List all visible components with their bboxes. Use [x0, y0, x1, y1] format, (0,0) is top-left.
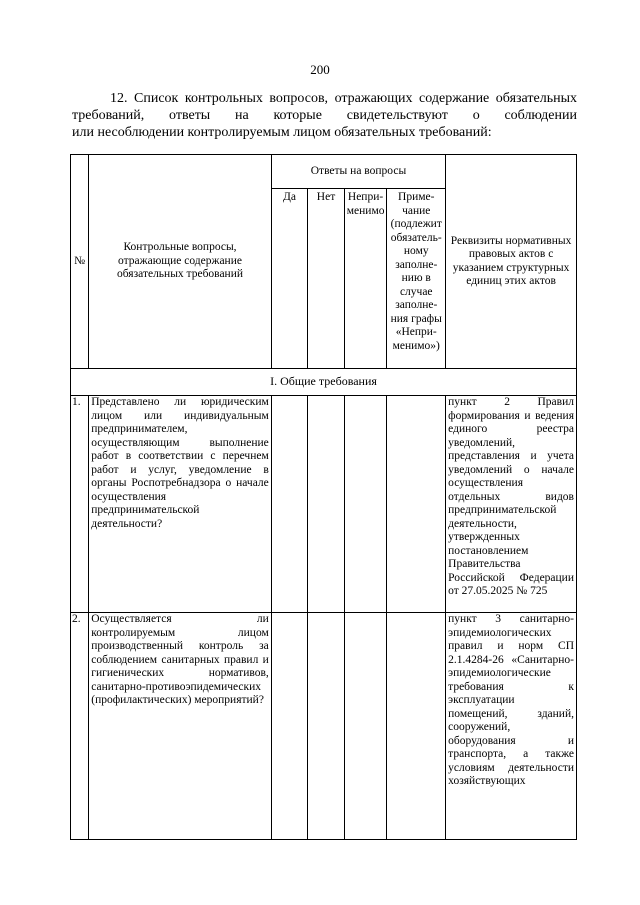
- header-requisites: Реквизиты нормативных правовых актов с указанием структурных единиц этих актов: [446, 155, 577, 369]
- table-row: [71, 396, 577, 613]
- row-answer-yes[interactable]: [271, 613, 308, 840]
- row-answer-not-applicable[interactable]: [344, 396, 387, 613]
- row-requisites: пункт 3 санитарно-эпидемиологических правил и норм СП 2.1.4284-26 «Санитарно-эпидемиологические требования к эксплуатации помещений, зданий, сооружений, оборудования и транспорта, а также условиям деятельности хозяйствующих: [446, 613, 577, 840]
- row-number: 2.: [71, 613, 89, 840]
- requirements-table: [70, 154, 577, 840]
- row-note[interactable]: [387, 613, 446, 840]
- table-header-row-top: [71, 155, 577, 189]
- row-answer-yes[interactable]: [271, 396, 308, 613]
- section-heading: [72, 90, 577, 141]
- header-not-applicable: Непри-менимо: [344, 189, 387, 369]
- section-title: I. Общие требования: [71, 369, 577, 396]
- heading-line-1: 12. Список контрольных вопросов, отражающих содержание обязательных: [110, 91, 577, 106]
- row-answer-no[interactable]: [308, 613, 345, 840]
- table-row: [71, 613, 577, 840]
- heading-line-3: или несоблюдении контролируемым лицом обязательных требований:: [72, 125, 492, 140]
- page-number: 200: [310, 62, 330, 77]
- row-requisites: пункт 2 Правил формирования и ведения единого реестра уведомлений, представления и учета уведомлений о начале осуществления отдельных видов предпринимательской деятельности, утвержденных постановлением Правительства Российской Федерации от 27.05.2025 № 725: [446, 396, 577, 613]
- header-answers-group: Ответы на вопросы: [271, 155, 445, 189]
- row-question: Представлено ли юридическим лицом или индивидуальным предпринимателем, осуществляющим выполнение работ в соответствии с перечнем работ и услуг, уведомление в органы Роспотребнадзора о начале осуществления предпринимательской деятельности?: [89, 396, 272, 613]
- section-row: [71, 369, 577, 396]
- row-answer-no[interactable]: [308, 396, 345, 613]
- header-question: Контрольные вопросы, отражающие содержание обязательных требований: [89, 155, 272, 369]
- header-no: Нет: [308, 189, 345, 369]
- row-number: 1.: [71, 396, 89, 613]
- row-note[interactable]: [387, 396, 446, 613]
- row-question: Осуществляется ли контролируемым лицом производственный контроль за соблюдением санитарных правил и гигиенических нормативов, санитарно-противоэпидемических (профилактических) мероприятий?: [89, 613, 272, 840]
- row-answer-not-applicable[interactable]: [344, 613, 387, 840]
- heading-line-2: требований, ответы на которые свидетельствуют о соблюдении: [72, 108, 577, 123]
- header-yes: Да: [271, 189, 308, 369]
- header-note: Приме-чание (подлежит обязатель-ному заполне-нию в случае заполне-ния графы «Непри-менимо»): [387, 189, 446, 369]
- header-number: №: [71, 155, 89, 369]
